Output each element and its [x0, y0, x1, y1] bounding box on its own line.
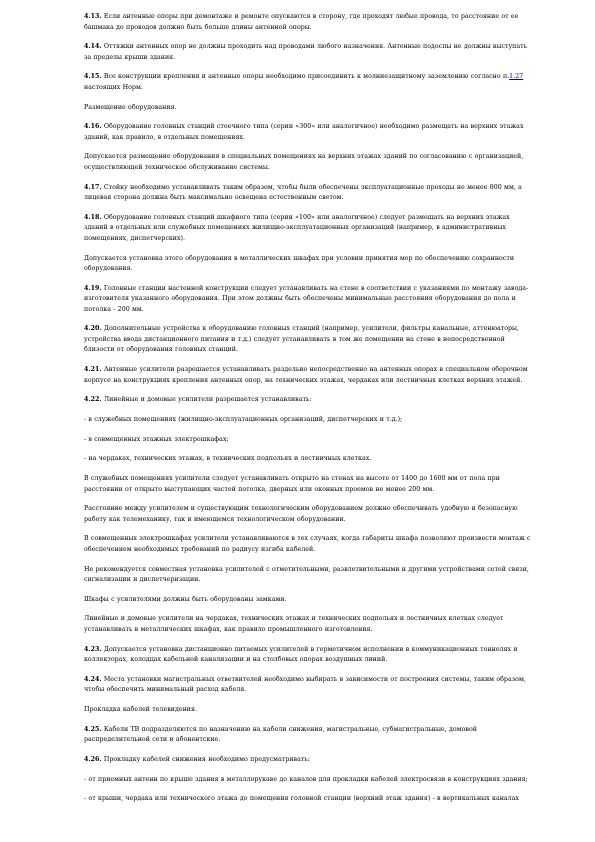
- paragraph-text: Линейные и домовые усилители разрешается устанавливать:: [103, 396, 312, 404]
- paragraph-text: Не рекомендуется совместная установка усилителей с отметительными, развлетвительными и другими устройствами сетей связи, сигнализации и диспетчеризации.: [84, 565, 529, 584]
- clause-paragraph: [84, 725, 535, 746]
- paragraph-text: Стойку необходимо устанавливать таким образом, чтобы были обеспечены эксплуатационные проходы не менее 800 мм, а лицевая сторона должна быть максимально освещена естественным светом.: [84, 183, 522, 202]
- paragraph-text: - в служебных помещениях (жилищно-эксплуатационных организаций, диспетчерских и т.д.);: [84, 415, 403, 423]
- clause-paragraph: [84, 645, 535, 666]
- text-paragraph: [84, 454, 535, 465]
- paragraph-text: - на чердаках, технических этажах, в технических подпольях и лестничных клетках.: [84, 455, 372, 463]
- clause-number: 4.18.: [84, 213, 102, 221]
- paragraph-text: В служебных помещениях усилители следует устанавливать открыто на стенах на высоте от 1400 до 1600 мм от пола при расстоянии от открыто выступающих частей потолка, дверных или оконных проемов не менее 200 мм.: [84, 475, 500, 493]
- clause-paragraph: [84, 324, 535, 356]
- paragraph-text: Оборудование головных станций стоечного типа (серии «300» или аналогичное) необходимо размещать на верхних этажах зданий, как правило, в отдельных помещениях.: [84, 123, 524, 141]
- paragraph-text: Линейные и домовые усилители на чердаках, технических этажах и технических подпольях и лестничных клетках следует устанавливать в металлических шкафах, как правило промышленного изготовления.: [84, 615, 504, 633]
- text-paragraph: [84, 504, 535, 525]
- paragraph-text: Расстояние между усилителем и существующим технологическим оборудованием должно обеспечивать удобную и безопасную работу как телемеханику, так и имеющемся технологическом оборудовании.: [84, 505, 518, 523]
- paragraph-text: Места установки магистральных ответвителей необходимо выбирать в зависимости от построения системы, таким образом, чтобы обеспечить минимальный расход кабеля.: [84, 675, 526, 694]
- clause-paragraph: [84, 183, 535, 204]
- clause-number: 4.13.: [84, 13, 102, 20]
- paragraph-text: Оттяжки антенных опор не должны проходить над проводами любого назначения. Антенные подоспы не должны выступать за пределы крыши здания.: [84, 43, 528, 61]
- paragraph-text: Прокладку кабелей снижения необходимо предусматривать:: [103, 755, 310, 763]
- clause-paragraph: [84, 365, 535, 386]
- paragraph-text: Головные станции настенной конструкции следует устанавливать на стене в соответствии с указаниями по монтажу завода-изготовителя указанного оборудования. При этом должны быть обеспечены минимальные расстояния оборудования до пола и потолка - 200 мм.: [84, 284, 529, 313]
- text-paragraph: [84, 474, 535, 495]
- paragraph-text: В совмещенных электрошкафах усилители устанавливаются в тех случаях, когда габариты шкафа позволяют произвести монтаж с обеспечением необходимых требований по радиусу изгиба кабелей.: [84, 535, 531, 553]
- clause-number: 4.24.: [84, 675, 102, 683]
- clause-number: 4.25.: [84, 725, 102, 733]
- clause-paragraph: [84, 12, 535, 33]
- text-paragraph: [84, 254, 535, 275]
- paragraph-text: Шкафы с усилителями должны быть оборудованы замками.: [84, 595, 287, 603]
- clause-number: 4.16.: [84, 123, 102, 131]
- clause-paragraph: [84, 72, 535, 93]
- clause-paragraph: [84, 755, 535, 766]
- text-paragraph: [84, 435, 535, 446]
- paragraph-text: Прокладка кабелей телевидения.: [84, 706, 197, 713]
- text-paragraph: [84, 565, 535, 586]
- text-paragraph: [84, 794, 535, 805]
- clause-paragraph: [84, 395, 535, 406]
- paragraph-text: Допускается установка дистанционно питаемых усилителей в герметичном исполнении в коммуникационных тоннелях и коллекторах, колодцах кабельной канализации и на столбовых опорах воздушных линий.: [84, 645, 518, 664]
- paragraph-text: Антенные усилители разрешается устанавливать раздельно непосредственно на антенных опорах в специальном оборочном корпусе на конструкциях крепления антенных опор, на технических этажах, чердаках или лестничных клетках верхних этажей.: [84, 366, 528, 384]
- paragraph-text-tail: настоящих Норм.: [84, 83, 143, 91]
- paragraph-text: - от приемных антенн по крыше здания в металлорукаве до каналов для прокладки кабелей электросвязи в конструкциях здания;: [84, 775, 528, 783]
- paragraph-text: Размещение оборудования.: [84, 103, 177, 111]
- paragraph-text: Кабели ТВ подразделяются по назначению на кабели снижения, магистральные, субмагистральные, домовой распределительной сети и абонентские.: [84, 725, 477, 744]
- text-paragraph: [84, 415, 535, 426]
- clause-paragraph: [84, 213, 535, 245]
- clause-number: 4.17.: [84, 183, 102, 191]
- clause-number: 4.15.: [84, 73, 102, 81]
- text-paragraph: [84, 614, 535, 635]
- clause-number: 4.21.: [84, 366, 102, 374]
- reference-link[interactable]: 1.27: [509, 73, 524, 81]
- clause-paragraph: [84, 122, 535, 143]
- text-paragraph: [84, 152, 535, 173]
- paragraph-text: Оборудование головных станций шкафного типа (серии «100» или аналогичное) следует размещать на верхних этажах зданий в отдельных или служебных помещениях жилищно-эксплуатационных организаций (например, в административных помещениях, диспетчерских).: [84, 213, 510, 242]
- paragraph-text: - от крыши, чердака или технического этажа до помещения головной станции (верхний этаж здания) - в вертикальных каналах: [84, 795, 519, 803]
- clause-paragraph: [84, 42, 535, 63]
- clause-number: 4.14.: [84, 43, 102, 51]
- paragraph-text: - в совмещенных этажных электрошкафах;: [84, 435, 229, 443]
- clause-number: 4.19.: [84, 284, 102, 292]
- paragraph-text: Если антенные опоры при демонтаже и ремонте опускаются в сторону, где проходят любые провода, то расстояние от ее башмака до проводов должно быть больше длины антенной опоры.: [84, 13, 519, 31]
- text-paragraph: [84, 705, 535, 716]
- clause-paragraph: [84, 284, 535, 316]
- clause-number: 4.20.: [84, 325, 102, 333]
- paragraph-text: Все конструкции крепления и антенные опоры необходимо присоединить к молниезащитному заземлению согласно п.: [103, 73, 510, 81]
- paragraph-text: Допускается размещение оборудования в специальных помещениях на верхних этажах зданий по согласованию с организацией, осуществляющей техническое обслуживание системы.: [84, 153, 524, 171]
- text-paragraph: [84, 595, 535, 606]
- clause-number: 4.22.: [84, 396, 102, 404]
- text-paragraph: [84, 534, 535, 555]
- paragraph-text: Допускается установка этого оборудования в металлических шкафах при условии принятия мер по обеспечению сохранности оборудования.: [84, 254, 515, 272]
- clause-number: 4.26.: [84, 755, 102, 763]
- clause-paragraph: [84, 675, 535, 696]
- clause-number: 4.23.: [84, 645, 102, 653]
- text-paragraph: [84, 103, 535, 114]
- paragraph-text: Дополнительные устройства к оборудованию головных станций (например, усилители, фильтры канальные, аттенюаторы, устройства ввода дистанционного питания и т.д.) следует устанавливать в том же помещении на стене в непосредственной близости от оборудования головных станций.: [84, 325, 520, 354]
- text-paragraph: [84, 775, 535, 786]
